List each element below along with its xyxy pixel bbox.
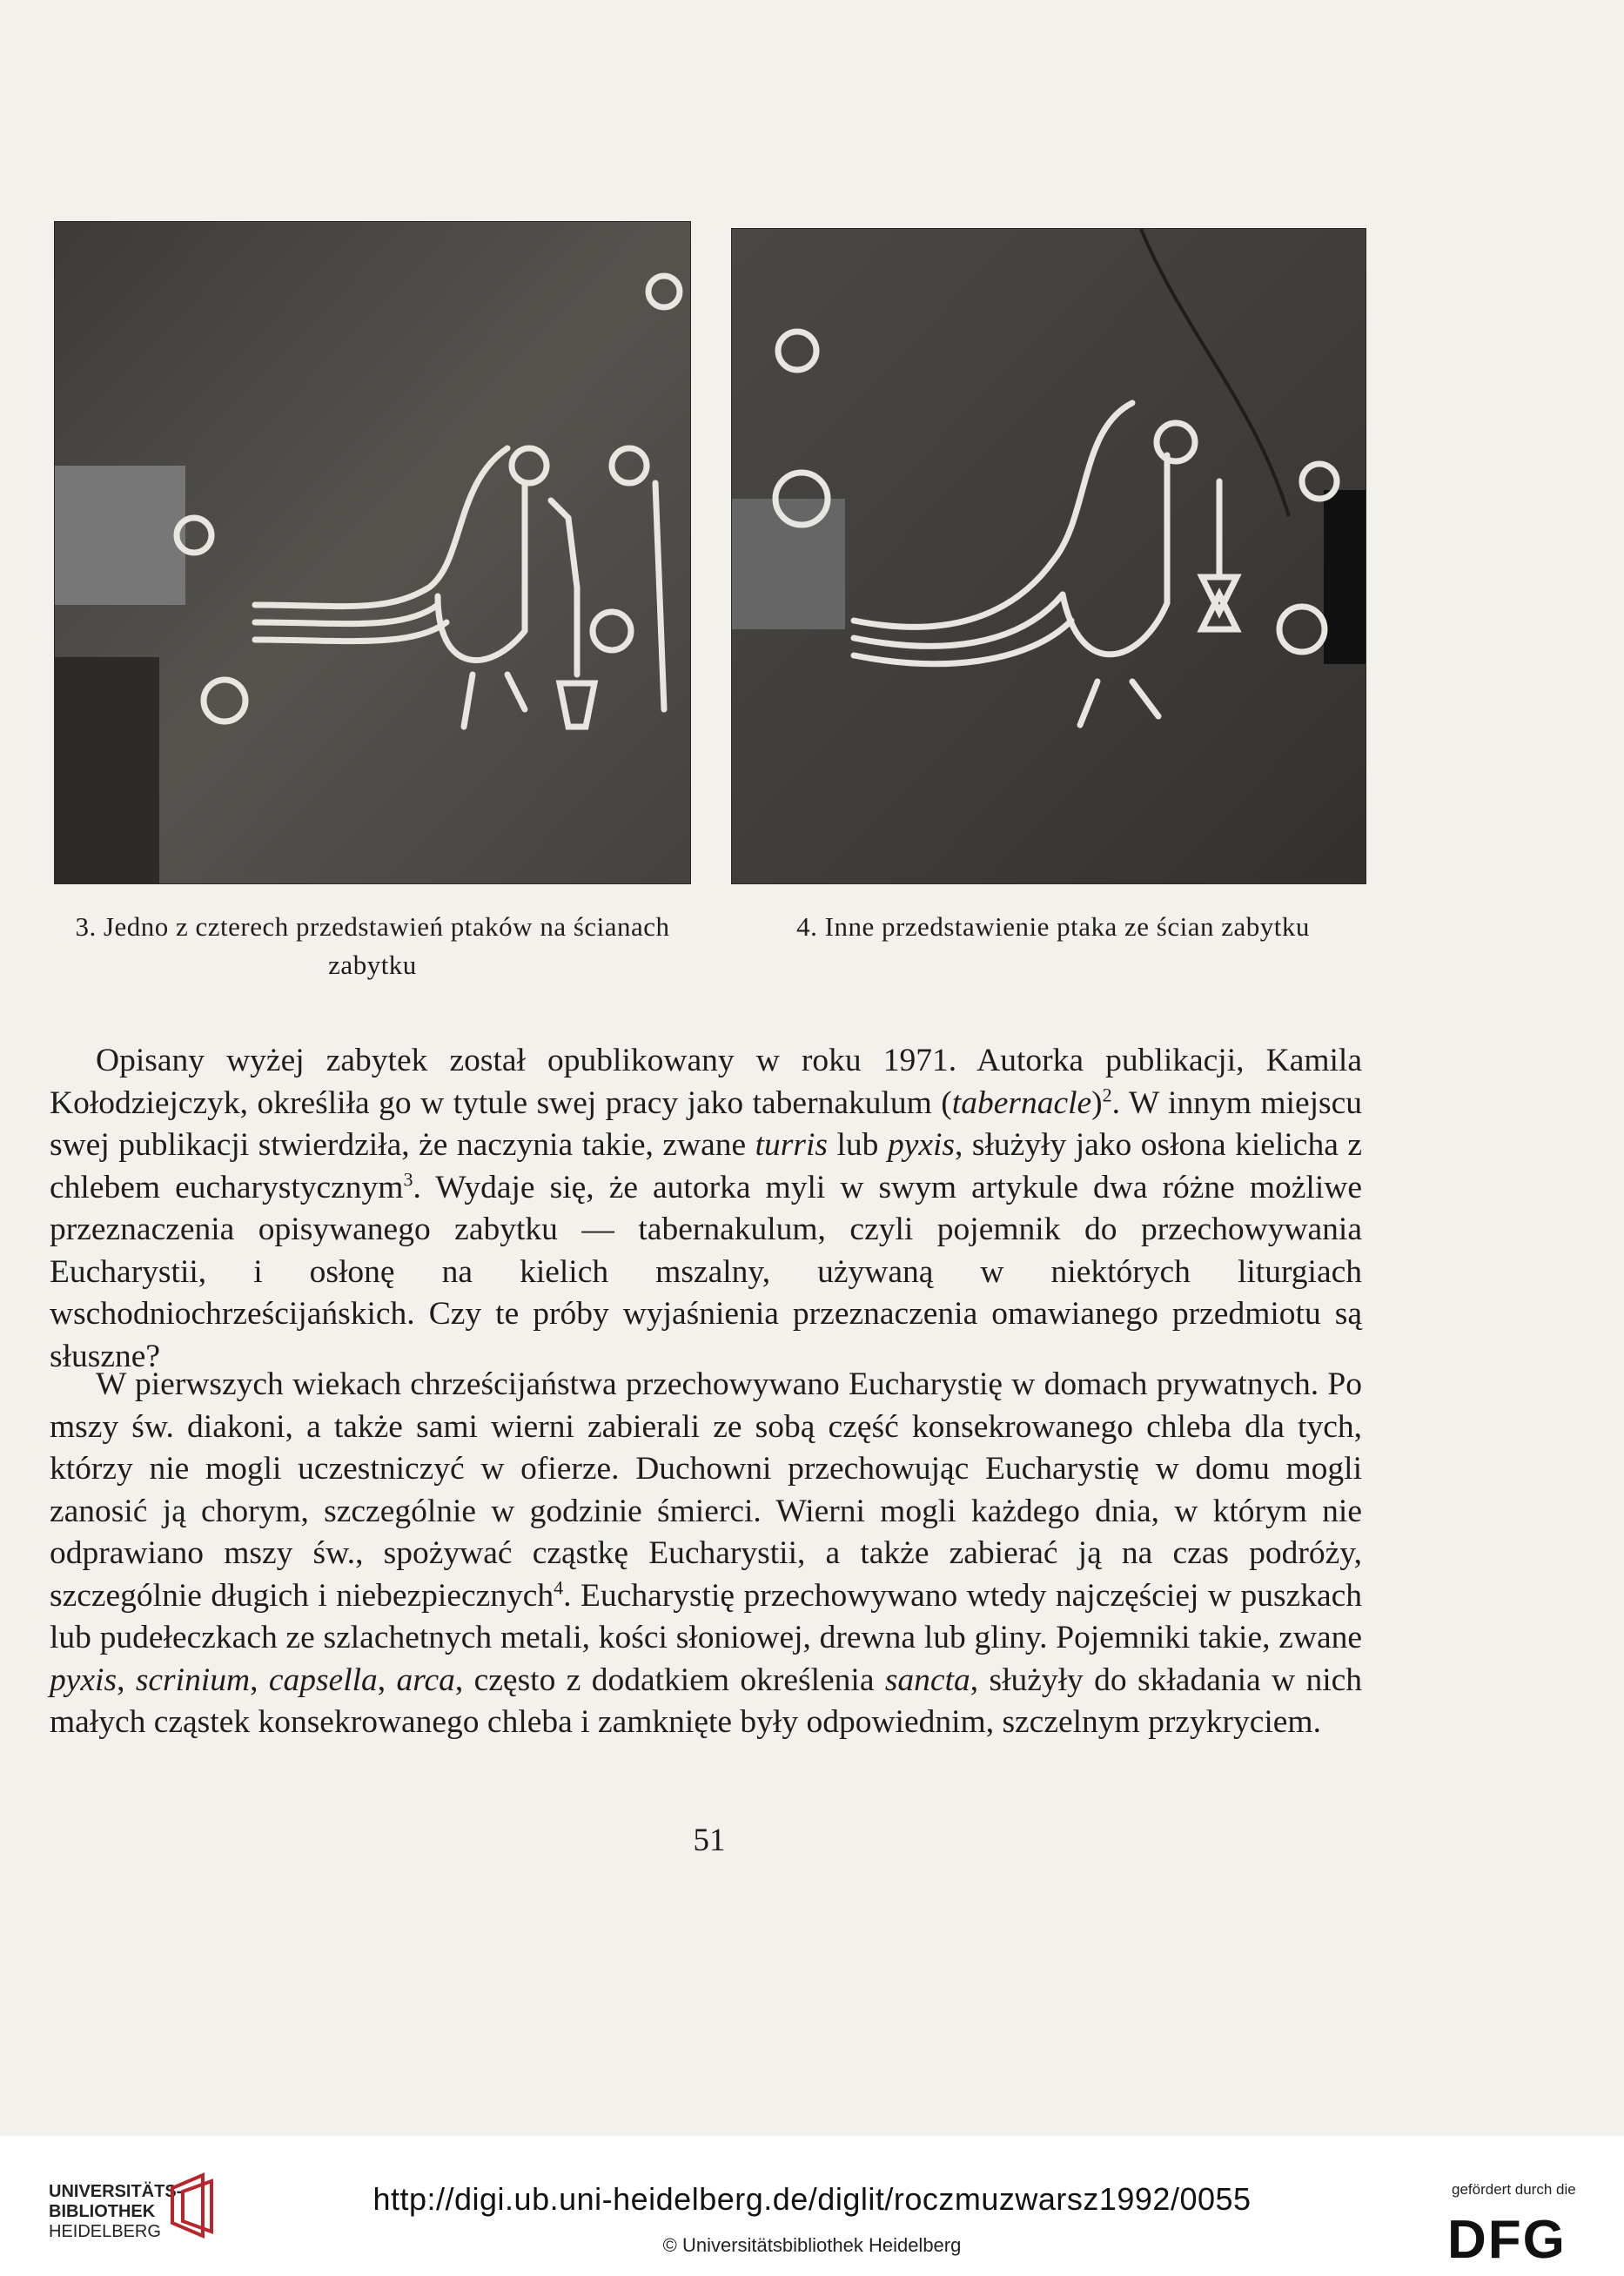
p2-text: , [377, 1662, 397, 1698]
body-paragraph-2 [50, 1364, 1362, 1744]
p2-italic-term: arca [396, 1662, 455, 1698]
footnote-ref: 2 [1102, 1084, 1112, 1105]
library-logo-icon [164, 2171, 225, 2240]
p2-text: , często z dodatkiem określenia [454, 1662, 885, 1698]
bird-engraving-image-2 [732, 229, 1366, 883]
digitization-footer [0, 2136, 1624, 2276]
p1-text: Opisany wyżej zabytek został opublikowany w roku 1971. Autorka publikacji, Kamila Kołodziejczyk, określiła go w tytule swej pracy jako tabernakulum ( [50, 1043, 1362, 1121]
page-number: 51 [693, 1823, 726, 1858]
p2-italic-term: scrinium [135, 1662, 251, 1698]
figure-3-caption-line2: zabytku [328, 950, 417, 980]
permalink-url[interactable]: http://digi.ub.uni-heidelberg.de/diglit/roczmuzwarsz1992/0055 [372, 2181, 1252, 2217]
footnote-ref: 3 [403, 1168, 413, 1190]
p1-text: ) [1091, 1084, 1103, 1121]
funding-label: gefördert durch die [1452, 2181, 1576, 2198]
figure-4-caption-line1: 4. Inne przedstawienie ptaka ze ścian zabytku [796, 911, 1310, 942]
p1-italic-term: tabernacle [951, 1084, 1092, 1121]
p2-text: , [250, 1662, 269, 1698]
body-paragraph-1 [50, 1040, 1362, 1378]
footnote-ref: 4 [554, 1576, 564, 1598]
library-name-line3: HEIDELBERG [49, 2222, 161, 2241]
bird-engraving-image [55, 222, 690, 883]
library-name-line1: UNIVERSITÄTS- [49, 2182, 183, 2201]
p2-text: . Eucharystię przechowywano wtedy najczęściej w puszkach lub pudełeczkach ze szlachetnych metali, kości słoniowej, drewna lub gliny. Pojemniki takie, zwane [50, 1577, 1362, 1655]
p2-text: , [117, 1662, 136, 1698]
p2-italic-term: capsella [268, 1662, 378, 1698]
p2-text: , służyły do składania w nich małych cząstek konsekrowanego chleba i zamknięte były odpowiednim, szczelnym przykryciem. [50, 1662, 1363, 1740]
dfg-logo[interactable]: DFG [1447, 2210, 1567, 2270]
p2-italic-term: sancta [884, 1662, 970, 1698]
library-name-line2: BIBLIOTHEK [49, 2202, 156, 2221]
p1-text: . W innym miejscu swej publikacji stwierdziła, że naczynia takie, zwane [50, 1084, 1363, 1163]
copyright-notice: © Universitätsbibliothek Heidelberg [662, 2234, 962, 2256]
p1-italic-term: turris [755, 1127, 829, 1163]
figure-3-photo [54, 221, 691, 884]
p1-text: , służyły jako osłona kielicha z chlebem eucharystycznym [50, 1127, 1362, 1205]
p2-text: W pierwszych wiekach chrześcijaństwa przechowywano Eucharystię w domach prywatnych. Po mszy św. diakoni, a także sami wierni zabierali ze sobą część konsekrowanego chleba dla tych, którzy nie mogli uczestniczyć w ofierze. Duchowni przechowując Eucharystię w domu mogli zanosić ją chorym, szczególnie w godzinie śmierci. Wierni mogli każdego dnia, w którym nie odprawiano mszy św., spożywać cząstkę Eucharystii, a także zabierać ją na czas podróży, szczególnie długich i niebezpiecznych [50, 1366, 1362, 1614]
p1-text: . Wydaje się, że autorka myli w swym artykule dwa różne możliwe przeznaczenia opisywanego zabytku — tabernakulum, czyli pojemnik do przechowywania Eucharystii, i osłonę na kielich mszalny, używaną w niektórych liturgiach wschodniochrześcijańskich. Czy te próby wyjaśnienia przeznaczenia omawianego przedmiotu są słuszne? [50, 1169, 1362, 1374]
library-logo[interactable] [49, 2182, 182, 2242]
figure-3-caption [47, 908, 698, 984]
p2-italic-term: pyxis [50, 1662, 117, 1698]
figure-3-caption-line1: 3. Jedno z czterech przedstawień ptaków na ścianach [75, 911, 670, 942]
p1-text: lub [828, 1127, 888, 1163]
figure-4-caption [748, 908, 1358, 946]
figure-4-photo [731, 228, 1366, 884]
p1-italic-term: pyxis [887, 1127, 955, 1163]
